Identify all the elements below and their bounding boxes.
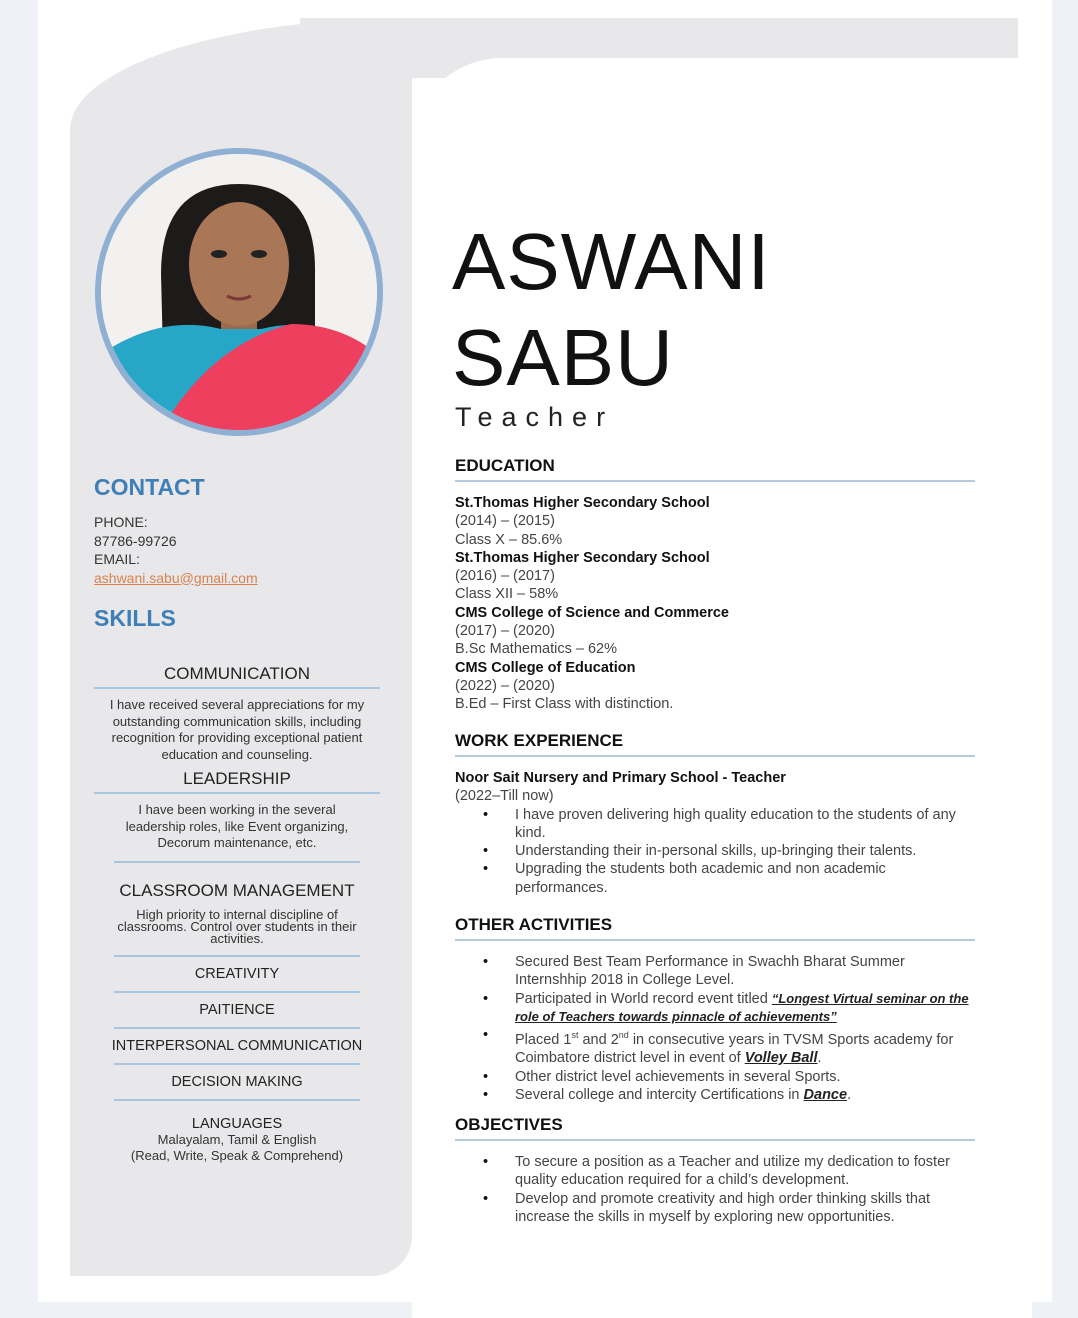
item-text: in consecutive years in TVSM Sports academy for Coimbatore district level in event of — [515, 1032, 954, 1067]
profile-photo — [95, 148, 383, 436]
skill-description: High priority to internal discipline of classrooms. Control over students in their activities. — [117, 906, 357, 946]
work-heading: WORK EXPERIENCE — [455, 731, 975, 757]
edu-years: (2014) – (2015) — [455, 513, 555, 530]
languages-title: LANGUAGES — [191, 1115, 283, 1132]
work-bullets — [455, 806, 975, 897]
item-text: . — [847, 1086, 852, 1103]
edu-years: (2016) – (2017) — [455, 568, 555, 585]
superscript: st — [571, 1030, 579, 1041]
work-years: (2022–Till now) — [455, 788, 554, 805]
edu-detail: B.Sc Mathematics – 62% — [455, 641, 617, 658]
job-title: Teacher — [455, 402, 615, 432]
list-item: • Secured Best Team Performance in Swachh Bharat Summer Internshhip 2018 in College Level. — [455, 953, 975, 990]
item-text: Placed 1 — [515, 1032, 572, 1049]
emphasis-text: “Longest Virtual seminar on the role of Teachers towards pinnacle of achievements” — [515, 990, 969, 1024]
phone-value: 87786-99726 — [94, 532, 177, 549]
objectives-heading: OBJECTIVES — [455, 1115, 975, 1141]
skill-title: CREATIVITY — [194, 965, 280, 982]
divider — [114, 1063, 360, 1065]
item-text: Participated in World record event titled — [515, 990, 772, 1007]
list-item — [455, 990, 975, 1027]
skill-title: COMMUNICATION — [163, 664, 311, 683]
divider — [114, 861, 360, 863]
skill-description: I have received several appreciations for my outstanding communication skills, including recognition for providing exceptional patient education and counseling. — [109, 697, 365, 762]
employer: Noor Sait Nursery and Primary School - Teacher — [455, 770, 786, 786]
activities-heading: OTHER ACTIVITIES — [455, 915, 975, 941]
work-section — [455, 731, 975, 897]
edu-detail: Class X – 85.6% — [455, 531, 563, 548]
school-name: St.Thomas Higher Secondary School — [455, 549, 710, 566]
last-name: SABU — [452, 313, 674, 402]
email-label: EMAIL: — [94, 551, 140, 567]
item-text: Several college and intercity Certifications in — [515, 1086, 804, 1103]
emphasis-text: Dance — [803, 1086, 848, 1103]
first-name: ASWANI — [452, 217, 771, 306]
emphasis-text: Volley Ball — [744, 1050, 818, 1067]
list-item: • To secure a position as a Teacher and utilize my dedication to foster quality education required for a child’s development. — [455, 1153, 975, 1190]
skill-description: I have been working in the several leadership roles, like Event organizing, Decorum maintenance, etc. — [125, 802, 349, 850]
list-item — [455, 1026, 975, 1067]
email-link[interactable]: ashwani.sabu@gmail.com — [94, 569, 258, 586]
education-heading: EDUCATION — [455, 456, 975, 482]
item-text: . — [817, 1050, 822, 1067]
activities-bullets — [455, 953, 975, 1104]
divider — [114, 955, 360, 957]
objectives-section — [455, 1115, 975, 1226]
list-item — [455, 1086, 975, 1104]
skill-title: PAITIENCE — [199, 1001, 275, 1018]
edu-detail: B.Ed – First Class with distinction. — [455, 696, 674, 713]
skill-title: LEADERSHIP — [183, 769, 291, 788]
skill-title: INTERPERSONAL COMMUNICATION — [111, 1037, 363, 1054]
languages-detail: (Read, Write, Speak & Comprehend) — [130, 1148, 344, 1163]
edu-years: (2017) – (2020) — [455, 623, 555, 640]
divider — [114, 1099, 360, 1101]
contact-section — [94, 474, 380, 587]
divider — [114, 991, 360, 993]
person-portrait-icon — [101, 154, 377, 430]
divider — [94, 687, 380, 689]
edu-detail: Class XII – 58% — [455, 586, 559, 603]
contact-heading: CONTACT — [94, 474, 205, 500]
list-item: • Other district level achievements in several Sports. — [455, 1068, 975, 1086]
activities-section — [455, 915, 975, 1104]
list-item: • I have proven delivering high quality education to the students of any kind. — [455, 806, 975, 843]
languages-list: Malayalam, Tamil & English — [157, 1131, 317, 1147]
list-item: • Understanding their in-personal skills, up-bringing their talents. — [455, 842, 975, 860]
item-text: and 2 — [578, 1032, 619, 1049]
skills-heading: SKILLS — [94, 605, 176, 631]
superscript: nd — [618, 1030, 629, 1041]
edu-years: (2022) – (2020) — [455, 677, 555, 694]
divider — [94, 792, 380, 794]
list-item: • Develop and promote creativity and high order thinking skills that increase the skills in myself by exploring new opportunities. — [455, 1190, 975, 1227]
skill-title: CLASSROOM MANAGEMENT — [119, 880, 355, 900]
phone-label: PHONE: — [94, 514, 148, 530]
education-section — [455, 456, 975, 714]
list-item: • Upgrading the students both academic and non academic performances. — [455, 860, 975, 897]
divider — [114, 1027, 360, 1029]
skill-title: DECISION MAKING — [171, 1073, 303, 1090]
school-name: CMS College of Education — [455, 659, 636, 676]
school-name: St.Thomas Higher Secondary School — [455, 495, 710, 511]
objectives-bullets — [455, 1153, 975, 1226]
skills-section — [94, 605, 380, 1165]
school-name: CMS College of Science and Commerce — [455, 604, 729, 621]
